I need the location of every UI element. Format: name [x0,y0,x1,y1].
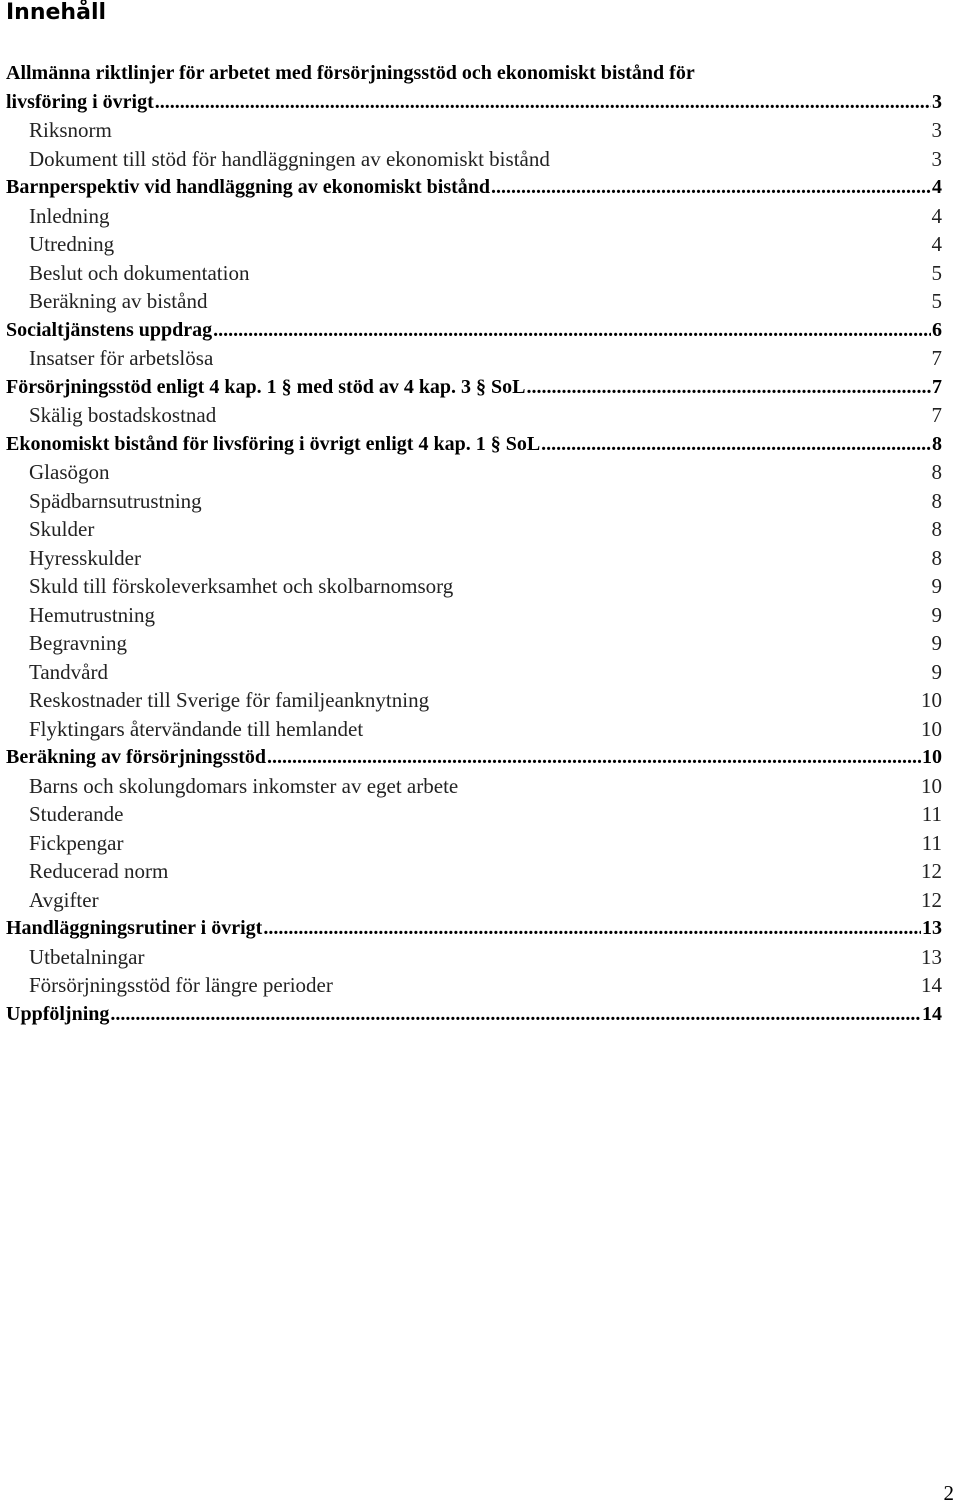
dot-leader [527,373,931,402]
toc-entry-page: 10 [921,773,942,798]
toc-entry-label: Försörjningsstöd enligt 4 kap. 1 § med stöd av 4 kap. 3 § SoL [6,375,526,398]
toc-entry-label: Riksnorm [29,118,112,142]
toc-entry-label: Dokument till stöd för handläggningen av ekonomiskt bistånd [29,146,550,171]
toc-entry-page: 4 [931,203,942,228]
toc-subsection-entry[interactable] [6,287,942,316]
toc-subsection-entry[interactable] [6,259,942,288]
toc-entry-label: Skälig bostadskostnad [29,403,217,427]
toc-section-entry[interactable] [6,173,942,202]
toc-entry-label: Beräkning av försörjningsstöd [6,746,267,768]
toc-entry-page: 12 [921,887,942,912]
toc-entry-page: 3 [931,118,942,142]
toc-subsection-entry[interactable] [6,800,942,829]
toc-entry-page: 14 [921,973,942,997]
toc-subsection-entry[interactable] [6,658,942,687]
toc-entry-page: 14 [922,1002,942,1025]
toc-entry-page: 8 [932,432,942,455]
toc-entry-page: 4 [931,232,942,256]
toc-entry-label: Reskostnader till Sverige för familjeanknytning [29,688,430,712]
toc-entry-page: 10 [921,716,942,741]
toc-entry-page: 9 [931,659,942,684]
toc-entry-page: 4 [932,176,942,198]
toc-entry-label: Hemutrustning [29,602,155,627]
toc-entry-page: 11 [921,802,942,826]
toc-section-entry[interactable] [6,430,942,459]
toc-entry-label: Försörjningsstöd för längre perioder [29,973,333,997]
toc-entry-page: 10 [922,746,942,768]
toc-section-entry[interactable] [6,743,942,772]
toc-entry-page: 8 [931,488,942,513]
toc-subsection-entry[interactable] [6,572,942,601]
toc-entry-label: livsföring i övrigt [6,90,154,113]
toc-entry-label: Hyresskulder [29,545,141,570]
toc-subsection-entry[interactable] [6,458,942,487]
toc-subsection-entry[interactable] [6,943,942,972]
toc-entry-label: Socialtjänstens uppdrag [6,318,213,341]
toc-section-entry[interactable] [6,88,942,117]
toc-entry-page: 6 [932,318,942,341]
toc-entry-label: Beslut och dokumentation [29,260,250,285]
table-of-contents [6,59,942,1028]
toc-entry-page: 8 [931,517,942,541]
toc-entry-label: Utredning [29,232,115,256]
toc-subsection-entry[interactable] [6,686,942,715]
toc-entry-page: 13 [921,944,942,969]
dot-leader [263,914,921,943]
dot-leader [110,1000,921,1029]
toc-entry-page: 9 [931,574,942,598]
toc-entry-label: Avgifter [29,887,99,912]
toc-subsection-entry[interactable] [6,344,942,373]
toc-entry-page: 9 [931,602,942,627]
toc-entry-label: Studerande [29,802,124,826]
toc-entry-page: 3 [931,146,942,171]
toc-subsection-entry[interactable] [6,230,942,259]
toc-entry-label: Reducerad norm [29,859,169,883]
toc-entry-label: Flyktingars återvändande till hemlandet [29,716,364,741]
toc-entry-page: 7 [931,403,942,427]
toc-subsection-entry[interactable] [6,886,942,915]
toc-entry-label: Skuld till förskoleverksamhet och skolbarnomsorg [29,574,454,598]
toc-section-entry[interactable] [6,1000,942,1029]
page-title: Innehåll [6,0,107,25]
dot-leader [491,173,931,202]
toc-subsection-entry[interactable] [6,829,942,858]
toc-section-entry[interactable] [6,373,942,402]
toc-entry-first-line: Allmänna riktlinjer för arbetet med försörjningsstöd och ekonomiskt bistånd för [6,62,695,84]
toc-subsection-entry[interactable] [6,715,942,744]
toc-subsection-entry[interactable] [6,601,942,630]
dot-leader [541,430,931,459]
toc-entry-page: 8 [931,545,942,570]
toc-entry-page: 5 [931,289,942,313]
toc-entry-page: 9 [931,631,942,655]
toc-entry-page: 7 [932,375,942,398]
toc-subsection-entry[interactable] [6,629,942,658]
toc-entry-label: Begravning [29,631,127,655]
toc-entry-page: 12 [921,859,942,883]
toc-subsection-entry[interactable] [6,202,942,231]
toc-entry-label: Barnperspektiv vid handläggning av ekonomiskt bistånd [6,176,491,198]
toc-entry-page: 5 [931,260,942,285]
page-number: 2 [943,1481,954,1505]
toc-entry-page: 11 [921,830,942,855]
toc-subsection-entry[interactable] [6,515,942,544]
toc-subsection-entry[interactable] [6,857,942,886]
toc-entry-page: 8 [931,460,942,484]
toc-subsection-entry[interactable] [6,544,942,573]
toc-subsection-entry[interactable] [6,145,942,174]
toc-entry-label: Uppföljning [6,1002,110,1025]
toc-subsection-entry[interactable] [6,401,942,430]
toc-entry-label: Spädbarnsutrustning [29,488,202,513]
toc-section-entry[interactable] [6,316,942,345]
dot-leader [267,743,921,772]
toc-entry-page: 7 [931,346,942,370]
toc-entry-label: Tandvård [29,659,108,684]
toc-entry-page: 13 [922,917,942,939]
toc-entry-label: Beräkning av bistånd [29,289,208,313]
toc-entry-label: Insatser för arbetslösa [29,346,214,370]
toc-entry-label: Skulder [29,517,95,541]
toc-entry-label: Ekonomiskt bistånd för livsföring i övrigt enligt 4 kap. 1 § SoL [6,432,541,455]
toc-entry-page: 10 [921,688,942,712]
toc-subsection-entry[interactable] [6,772,942,801]
toc-subsection-entry[interactable] [6,487,942,516]
dot-leader [213,316,931,345]
toc-entry-page: 3 [932,90,942,113]
toc-entry-label: Handläggningsrutiner i övrigt [6,917,263,939]
toc-subsection-entry[interactable] [6,971,942,1000]
toc-entry-label: Fickpengar [29,830,124,855]
toc-entry-label: Barns och skolungdomars inkomster av eget arbete [29,773,459,798]
toc-section-entry[interactable] [6,914,942,943]
toc-subsection-entry[interactable] [6,116,942,145]
toc-entry-label: Inledning [29,203,110,228]
toc-entry-label: Glasögon [29,460,110,484]
dot-leader [155,88,931,117]
toc-entry-label: Utbetalningar [29,944,145,969]
